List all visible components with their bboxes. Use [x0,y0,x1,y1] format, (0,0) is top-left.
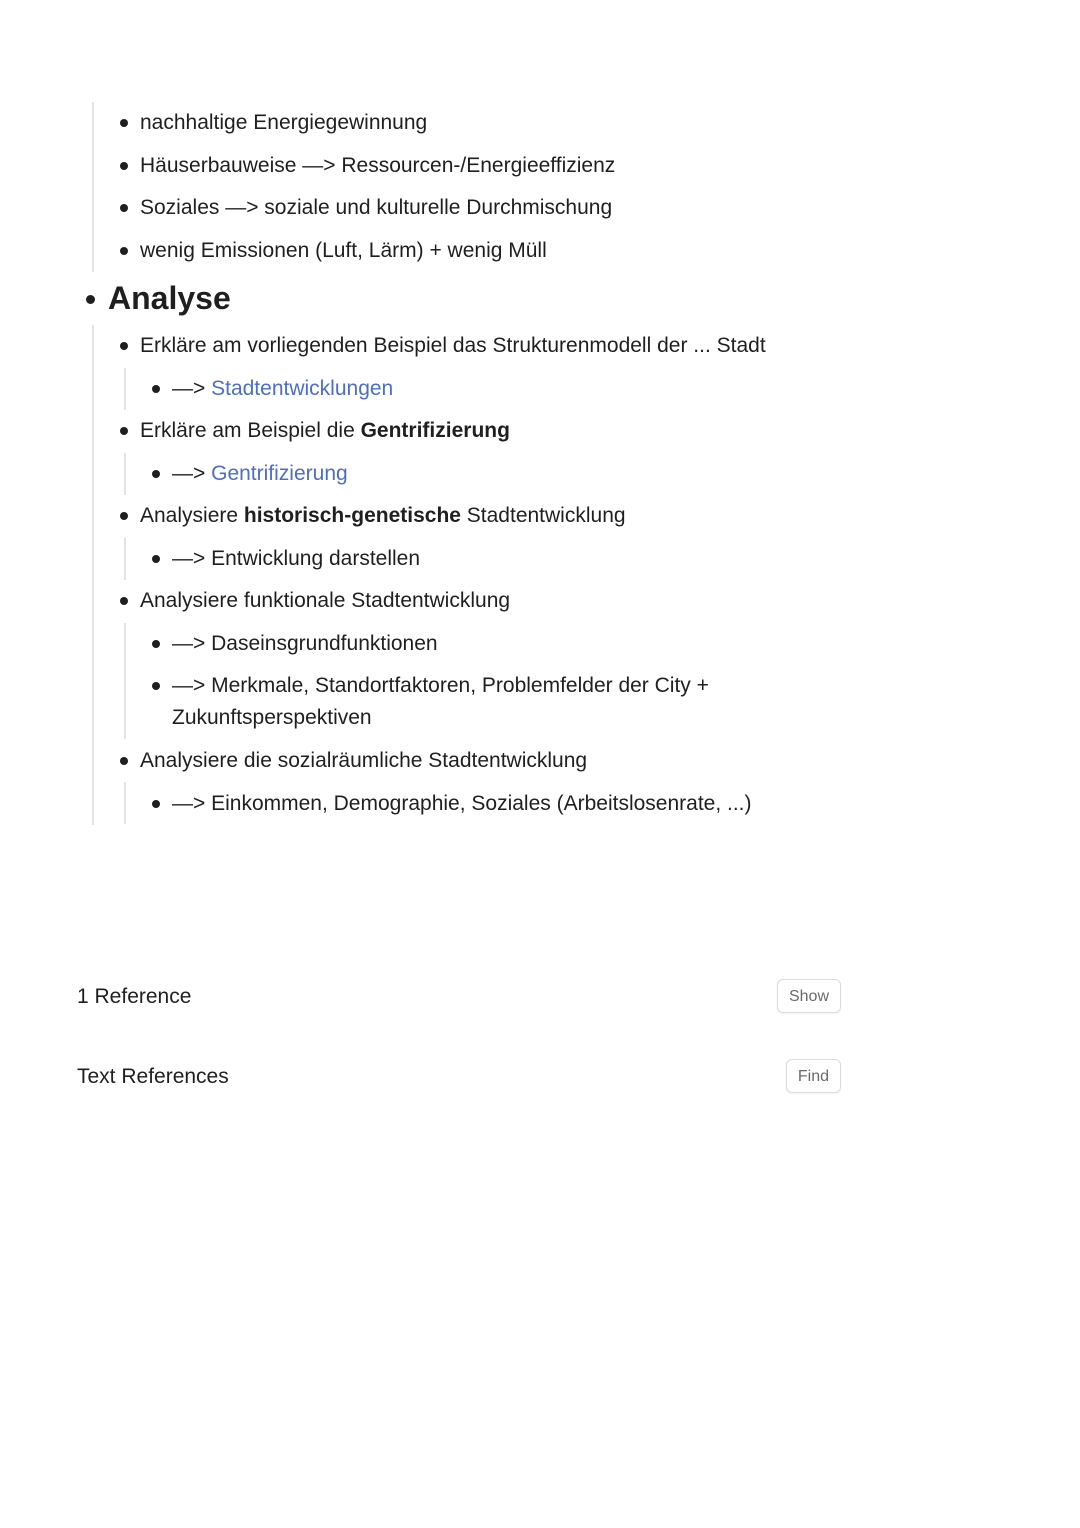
bullet-icon [120,204,128,212]
link-gentrifizierung[interactable]: Gentrifizierung [211,462,348,485]
bullet-icon [152,385,160,393]
bullet-icon [152,682,160,690]
section-heading: Analyse [108,280,231,316]
bullet-icon [152,800,160,808]
bullet-icon [120,757,128,765]
text-references-row [77,1059,841,1099]
bullet-icon [120,247,128,255]
indent-guide [124,782,126,824]
bullet-icon [120,162,128,170]
indent-guide [124,453,126,495]
bullet-icon [152,555,160,563]
indent-guide [124,368,126,410]
bullet-icon [152,470,160,478]
text-references-label: Text References [77,1065,229,1088]
bullet-icon [120,427,128,435]
show-button[interactable]: Show [777,979,841,1013]
bullet-icon [152,640,160,648]
indent-guide [92,325,94,825]
bullet-icon [120,512,128,520]
reference-row [77,979,841,1019]
bullet-icon [120,342,128,350]
find-button[interactable]: Find [786,1059,841,1093]
bullet-icon [86,295,95,304]
indent-guide [92,102,94,272]
reference-count: 1 Reference [77,985,192,1008]
bullet-icon [120,597,128,605]
indent-guide [124,538,126,580]
bullet-icon [120,119,128,127]
link-stadtentwicklungen[interactable]: Stadtentwicklungen [211,377,394,400]
indent-guide [124,623,126,739]
